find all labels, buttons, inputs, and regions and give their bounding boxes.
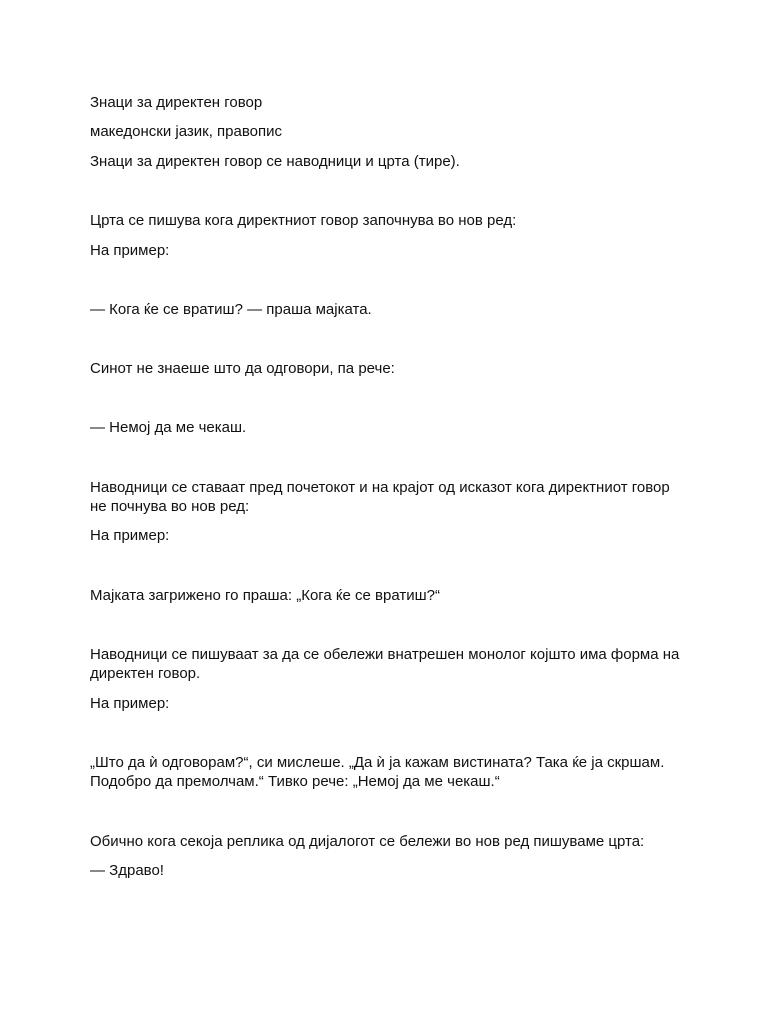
example-line: — Здраво! (90, 862, 164, 879)
example-line: — Немој да ме чекаш. (90, 419, 247, 436)
example-line: „Што да ѝ одговорам?“, си мислеше. „Да ѝ ја кажам вистината? Така ќе ја скршам. Подобро да премолчам.“ Тивко рече: „Немој да ме чекаш.“ (90, 754, 665, 790)
example-line: — Кога ќе се вратиш? — праша мајката. (90, 301, 372, 318)
paragraph: Наводници се ставаат пред почетокот и на крајот од исказот кога директниот говор не почнува во нов ред: (90, 479, 670, 515)
example-label: На пример: (90, 242, 170, 259)
example-label: На пример: (90, 527, 170, 544)
example-label: На пример: (90, 695, 170, 712)
document-title: Знаци за директен говор (90, 94, 263, 111)
paragraph: Знаци за директен говор се наводници и црта (тире). (90, 153, 460, 170)
paragraph: Обично кога секоја реплика од дијалогот се бележи во нов ред пишуваме црта: (90, 833, 645, 850)
document-subtitle: македонски јазик, правопис (90, 123, 282, 140)
example-line: Мајката загрижено го праша: „Кога ќе се вратиш?“ (90, 587, 440, 604)
paragraph: Наводници се пишуваат за да се обележи внатрешен монолог којшто има форма на директен говор. (90, 646, 680, 682)
paragraph: Црта се пишува кога директниот говор започнува во нов ред: (90, 212, 517, 229)
paragraph: Синот не знаеше што да одговори, па рече: (90, 360, 395, 377)
